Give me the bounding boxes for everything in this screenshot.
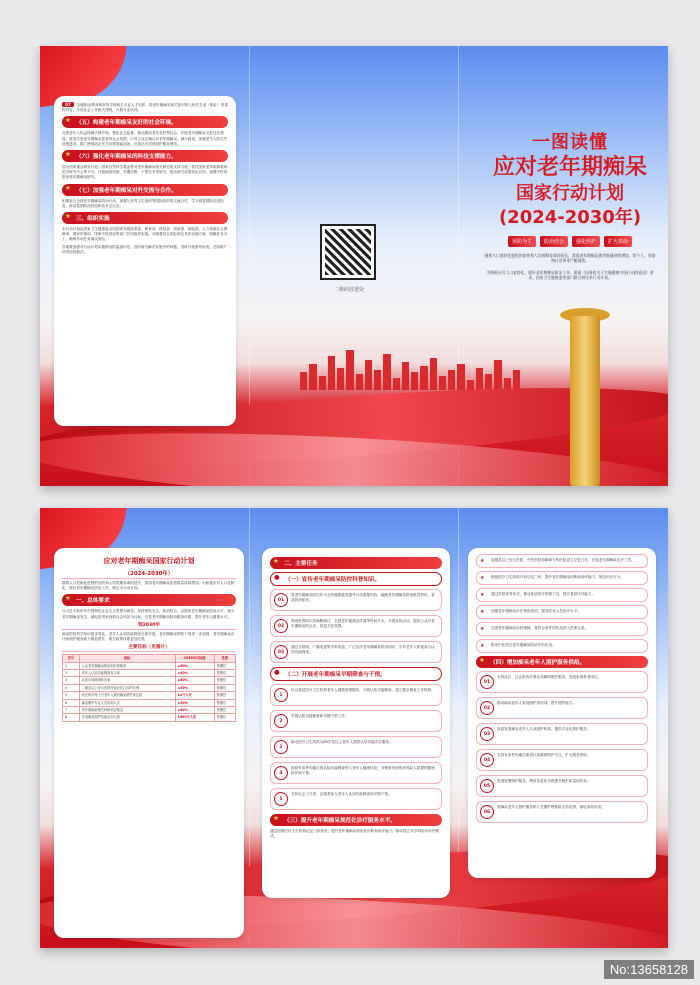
list-item-text: 加强老年期痴呆诊疗规范培训，提高医务人员诊疗水平。 [491, 609, 581, 613]
item-number: 02 [480, 701, 494, 715]
star-icon: ★ [480, 575, 485, 581]
paragraph: 完善老年人权益保障法律法规，强化社会监督，推动建设老年友好型社会。开展老年期痴呆友好社区建设，营造关爱老年期痴呆患者的社会氛围，引导公众正确认识老年期痴呆，减少歧视。加强老年人防走失设施建设，推广使用防走失手环等智能设备，完善社区居家照护服务网络。 [62, 131, 228, 146]
table-row [63, 714, 236, 721]
qr-code-placeholder[interactable] [320, 224, 376, 280]
task-item [476, 749, 648, 771]
table-cell: ≥80% [175, 662, 214, 669]
cover-title-line: 应对老年期痴呆 [492, 155, 647, 180]
table-row [63, 707, 236, 714]
table-row [63, 670, 236, 677]
task-text: 探索发展痴呆老年人专业照护机构，提供专业化照护服务。 [497, 727, 591, 731]
table-cell: 预期性 [214, 699, 235, 706]
task-text: 利用世界阿尔茨海默病日、全国老年健康宣传周等时间节点，开展宣传活动，提高公众对老年期痴呆的认识，营造关爱氛围。 [291, 619, 435, 629]
item-number: 02 [274, 619, 288, 633]
subsection-heading-text: （四）增加痴呆老年人照护服务供给。 [490, 660, 586, 666]
task-text: 支持社区、社会机构开展认知障碍照护服务，发展家庭养老床位。 [497, 675, 602, 679]
item-number: 05 [480, 779, 494, 793]
list-item [476, 622, 648, 636]
section-heading [62, 116, 228, 128]
list-item [476, 588, 648, 602]
paragraph: 本行动计划由国家卫生健康委会同国家发展改革委、教育部、科技部、民政部、财政部、人力资源社会保障部、国家医保局、国家中医药局等部门共同组织实施。各地要结合实际制定具体实施方案，明确任务分工，确保各项任务落实到位。 [62, 227, 228, 242]
item-number: 01 [274, 593, 288, 607]
cover-title-year: (2024-2030年) [498, 207, 642, 228]
table-cell: 完成痴呆照护技能培训人数 [79, 714, 175, 721]
section-heading-text: 二、主要任务 [284, 561, 318, 567]
task-text: 鼓励有条件的地区将认知功能筛查纳入老年人健康体检，对筛查发现的高风险人群提供健康指导和干预。 [291, 766, 435, 776]
goals-table [62, 654, 236, 722]
table-cell: 老年期痴呆相关科研项目数量 [79, 707, 175, 714]
list-item-text: 推动中医药在老年期痴呆防治中的应用。 [491, 643, 556, 647]
star-icon: ★ [65, 183, 71, 192]
table-cell: 2 [63, 670, 80, 677]
section-heading [62, 150, 228, 162]
star-icon: ● [274, 668, 280, 676]
item-number: 2 [274, 714, 288, 728]
tag: 扩大供给 [604, 236, 632, 247]
paragraph: 随着人口老龄化进程的加快和人均预期寿命的延长，我国老年期痴呆患者数量持续增加。为积极应对人口老龄化，做好老年期痴呆防治工作，制定本行动计划。 [62, 581, 235, 591]
section-heading-text: （五）构建老年期痴呆友好的社会环境。 [76, 120, 177, 127]
cover-title-line: 一图读懂 [532, 132, 608, 153]
number-badge: 07 [62, 102, 74, 107]
table-cell: 预期性 [214, 670, 235, 677]
table-cell: 设区的市每十万老年人拥有痴呆照护床位数 [79, 692, 175, 699]
list-item [476, 639, 648, 653]
subsection-heading-text: （三）提升老年期痴呆规范化诊疗服务水平。 [284, 818, 396, 824]
subsection-heading [270, 572, 442, 586]
table-cell: 预期性 [214, 692, 235, 699]
table-header: 序号 [63, 655, 80, 662]
table-cell: 预期性 [214, 714, 235, 721]
task-text: 开展认知功能筛查和早期干预工作。 [291, 714, 349, 718]
paragraph-text: 加强职业教育和高等学校相关专业人才培养，将老年期痴呆相关知识纳入相关专业（职业）的课程内容，开设社会工作相关课程，开展专业培训。 [62, 103, 228, 113]
section-heading-text: 一、总体要求 [76, 598, 110, 605]
table-cell: 5 [63, 692, 80, 699]
list-item [476, 605, 648, 619]
star-icon: ★ [480, 609, 485, 615]
list-item-text: 通过医联体等形式，推动优质医疗资源下沉，提升基层诊疗能力。 [491, 592, 596, 596]
table-row [63, 692, 236, 699]
table-cell: 4 [63, 684, 80, 691]
item-number: 06 [480, 805, 494, 819]
item-number: 04 [480, 753, 494, 767]
star-icon: ★ [65, 594, 71, 603]
table-cell: 二级及以上综合医院开设记忆门诊的比例 [79, 684, 175, 691]
table-cell: 老年人认知功能筛查参与率 [79, 670, 175, 677]
table-cell: ≥50% [175, 684, 214, 691]
star-icon: ★ [65, 150, 71, 159]
task-item [270, 710, 442, 732]
table-cell: 预期性 [214, 677, 235, 684]
item-number: 03 [480, 727, 494, 741]
task-item [270, 736, 442, 758]
list-item-text: 鼓励医疗卫生机构开设记忆门诊，提升老年期痴呆诊断和治疗能力，规范诊疗行为。 [491, 575, 624, 579]
table-row [63, 699, 236, 706]
qr-label: 二维码放置处 [333, 287, 364, 293]
section-heading [62, 594, 236, 606]
table-cell: 认知功能障碍转诊率 [79, 677, 175, 684]
table-title: 主要目标（见图片） [62, 644, 236, 652]
table-cell: ≥80% [175, 677, 214, 684]
table-cell: 6 [63, 699, 80, 706]
table-header: 指标 [79, 655, 175, 662]
item-number: 5 [274, 792, 288, 806]
star-icon: ★ [65, 116, 71, 125]
tag: 强化照护 [572, 236, 600, 247]
panel-heading-year: （2024-2030年） [62, 569, 236, 579]
table-cell: 1500万人次 [175, 714, 214, 721]
table-cell: ≥50% [175, 699, 214, 706]
back-left-panel [54, 548, 244, 938]
table-header: 性质 [214, 655, 235, 662]
star-icon: ★ [65, 212, 71, 221]
back-right-panel [468, 548, 656, 878]
section-heading-text: 三、组织实施 [76, 216, 110, 223]
list-item [476, 571, 648, 585]
item-number: 01 [480, 675, 494, 689]
brochure-back [40, 508, 668, 948]
back-middle-panel [262, 548, 450, 898]
task-text: 支持有条件的地区建设认知障碍照护专区，扩大服务供给。 [497, 753, 591, 757]
subsection-heading [476, 656, 648, 668]
task-text: 结合基层医疗卫生机构老年人健康管理服务，开展认知功能筛查，建立健全筛查工作机制。 [291, 688, 435, 692]
table-row [63, 662, 236, 669]
task-text: 推动医疗卫生机构为65岁及以上老年人提供认知功能评估服务。 [291, 740, 393, 744]
qr-code-pattern [325, 229, 371, 275]
city-skyline [300, 346, 520, 390]
table-row [63, 684, 236, 691]
task-text: 通过互联网、广播电视等多种渠道，广泛宣传老年期痴呆防治知识，引导老年人积极参与认知功能筛查。 [291, 645, 435, 655]
subsection-heading-text: （二）开展老年期痴呆早期筛查与干预。 [285, 672, 386, 678]
table-cell: ≥80% [175, 670, 214, 677]
subsection-heading-text: （一）宣传老年期痴呆防控科普知识。 [285, 577, 381, 583]
paragraph: 痴呆防控科学知识基本普及，老年人认知功能筛查全面开展，老年期痴呆预防干预进一步加强，老年期痴呆诊疗和照护服务能力明显提升，相关政策体系更加完善。 [62, 631, 235, 642]
table-cell: 痴呆照护专业人员培训人次 [79, 699, 175, 706]
task-item [270, 641, 442, 663]
task-item [476, 723, 648, 745]
list-item-text: 县级及以上综合医院、中医医院和精神专科医院设立记忆门诊，开展老年期痴呆诊疗工作。 [491, 558, 635, 562]
star-icon: ★ [480, 558, 485, 564]
front-left-panel [54, 96, 236, 426]
paragraph: 积极参与全球老年期痴呆防治行动，加强与世界卫生组织等国际组织的交流合作，学习借鉴国际先进经验，推动我国防治经验和技术走出去。 [62, 198, 224, 208]
table-cell: 1 [63, 662, 80, 669]
item-number: 4 [274, 766, 288, 780]
table-cell: ≥80% [175, 707, 214, 714]
item-number: 1 [274, 688, 288, 702]
table-cell: 预期性 [214, 684, 235, 691]
table-row [63, 677, 236, 684]
task-item [270, 589, 442, 611]
task-item [476, 801, 648, 823]
tag-row [484, 236, 656, 247]
task-item [270, 788, 442, 810]
list-item [476, 554, 648, 568]
table-cell: 8 [63, 714, 80, 721]
subheading: 到2030年 [62, 622, 236, 630]
tag: 防治结合 [540, 236, 568, 247]
task-text: 支持社会工作者、志愿者参与老年人认知功能筛查和早期干预。 [291, 792, 392, 796]
intro-text: 为积极应对人口老龄化，做好老年期痴呆防治工作，根据《国务院关于实施健康中国行动的意见》要求，国家卫生健康委等部门联合制定本行动计划。 [486, 269, 654, 281]
section-heading [270, 557, 442, 569]
table-cell: 3 [63, 677, 80, 684]
paragraph: 以习近平新时代中国特色社会主义思想为指导，坚持预防为主、防治结合，以提高老年期痴呆防治水平、减少老年期痴呆发生、减轻患者家庭和社会负担为目标，完善老年期痴呆防治服务体系，提升老年人健康水平。 [62, 609, 235, 619]
task-item [476, 775, 648, 797]
star-icon: ★ [480, 626, 485, 632]
cover-title-line: 国家行动计划 [516, 183, 624, 204]
list-item-text: 完善老年期痴呆用药保障，将符合条件的药品纳入医保目录。 [491, 626, 589, 630]
table-cell: 预期性 [214, 662, 235, 669]
huabiao-pillar [570, 316, 600, 486]
task-text: 将老年期痴呆防控作为全民健康素养提升行动重要内容，编制老年期痴呆防治科普材料，普及防治知识。 [291, 593, 435, 603]
task-item [270, 762, 442, 784]
paragraph: 加大国家重点研发计划、国家自然科学基金等对老年期痴呆相关研究的支持力度，依托国家老年疾病临床医学研究中心等平台，开展病因机制、早期诊断、干预技术等研究，推动研究成果转化应用，加强中医药防治老年期痴呆研究。 [62, 165, 228, 180]
star-icon: ★ [479, 656, 485, 664]
table-cell: 7 [63, 707, 80, 714]
panel-heading: 应对老年期痴呆国家行动计划 [103, 557, 195, 565]
section-heading [62, 184, 228, 196]
table-cell: 预期性 [214, 707, 235, 714]
table-cell: 公众老年期痴呆防治知识知晓率 [79, 662, 175, 669]
intro-text: 随着人口老龄化进程的加快和人均预期寿命的延长，我国老年期痴呆患者数量持续增加，给个人、家庭和社会带来严峻挑战。 [484, 253, 656, 264]
section-heading [62, 212, 228, 224]
item-number: 03 [274, 645, 288, 659]
star-icon: ★ [480, 643, 485, 649]
table-header: 2030年目标值 [175, 655, 214, 662]
image-id-watermark: No:13658128 [604, 960, 694, 979]
task-item [270, 615, 442, 637]
table-cell: 12万人次 [175, 692, 214, 699]
task-text: 发展智慧照护服务，利用信息化手段提升照护质量和效率。 [497, 779, 591, 783]
star-icon: ★ [273, 814, 279, 822]
task-text: 推动痴呆老年人家庭照护者培训，提升照护能力。 [497, 701, 577, 705]
paragraph [62, 102, 228, 113]
table-header-row [63, 655, 236, 662]
paragraph: 通过加强医疗卫生机构记忆门诊建设，提升老年期痴呆规范化诊断和治疗能力，推动建立多学科协作诊疗模式。 [270, 829, 439, 839]
section-heading-text: （六）强化老年期痴呆的科技支撑能力。 [76, 154, 177, 161]
paragraph: 各地要加强对行动计划实施情况的监测评估，及时研究解决实施中的问题，适时开展督导检查，总结推广好的经验做法。 [62, 244, 228, 254]
cover-title-block [484, 132, 656, 281]
task-text: 将痴呆老年人照护服务纳入长期护理保险支持范围，减轻家庭负担。 [497, 805, 605, 809]
star-icon: ★ [273, 557, 279, 565]
task-item [270, 684, 442, 706]
task-item [476, 697, 648, 719]
brochure-front [40, 46, 668, 486]
star-icon: ● [274, 573, 280, 581]
subsection-heading [270, 814, 442, 826]
tag: 预防为主 [508, 236, 536, 247]
task-item [476, 671, 648, 693]
section-heading-text: （七）加强老年期痴呆对外交流与合作。 [76, 187, 177, 194]
subsection-heading [270, 667, 442, 681]
star-icon: ★ [480, 592, 485, 598]
item-number: 3 [274, 740, 288, 754]
